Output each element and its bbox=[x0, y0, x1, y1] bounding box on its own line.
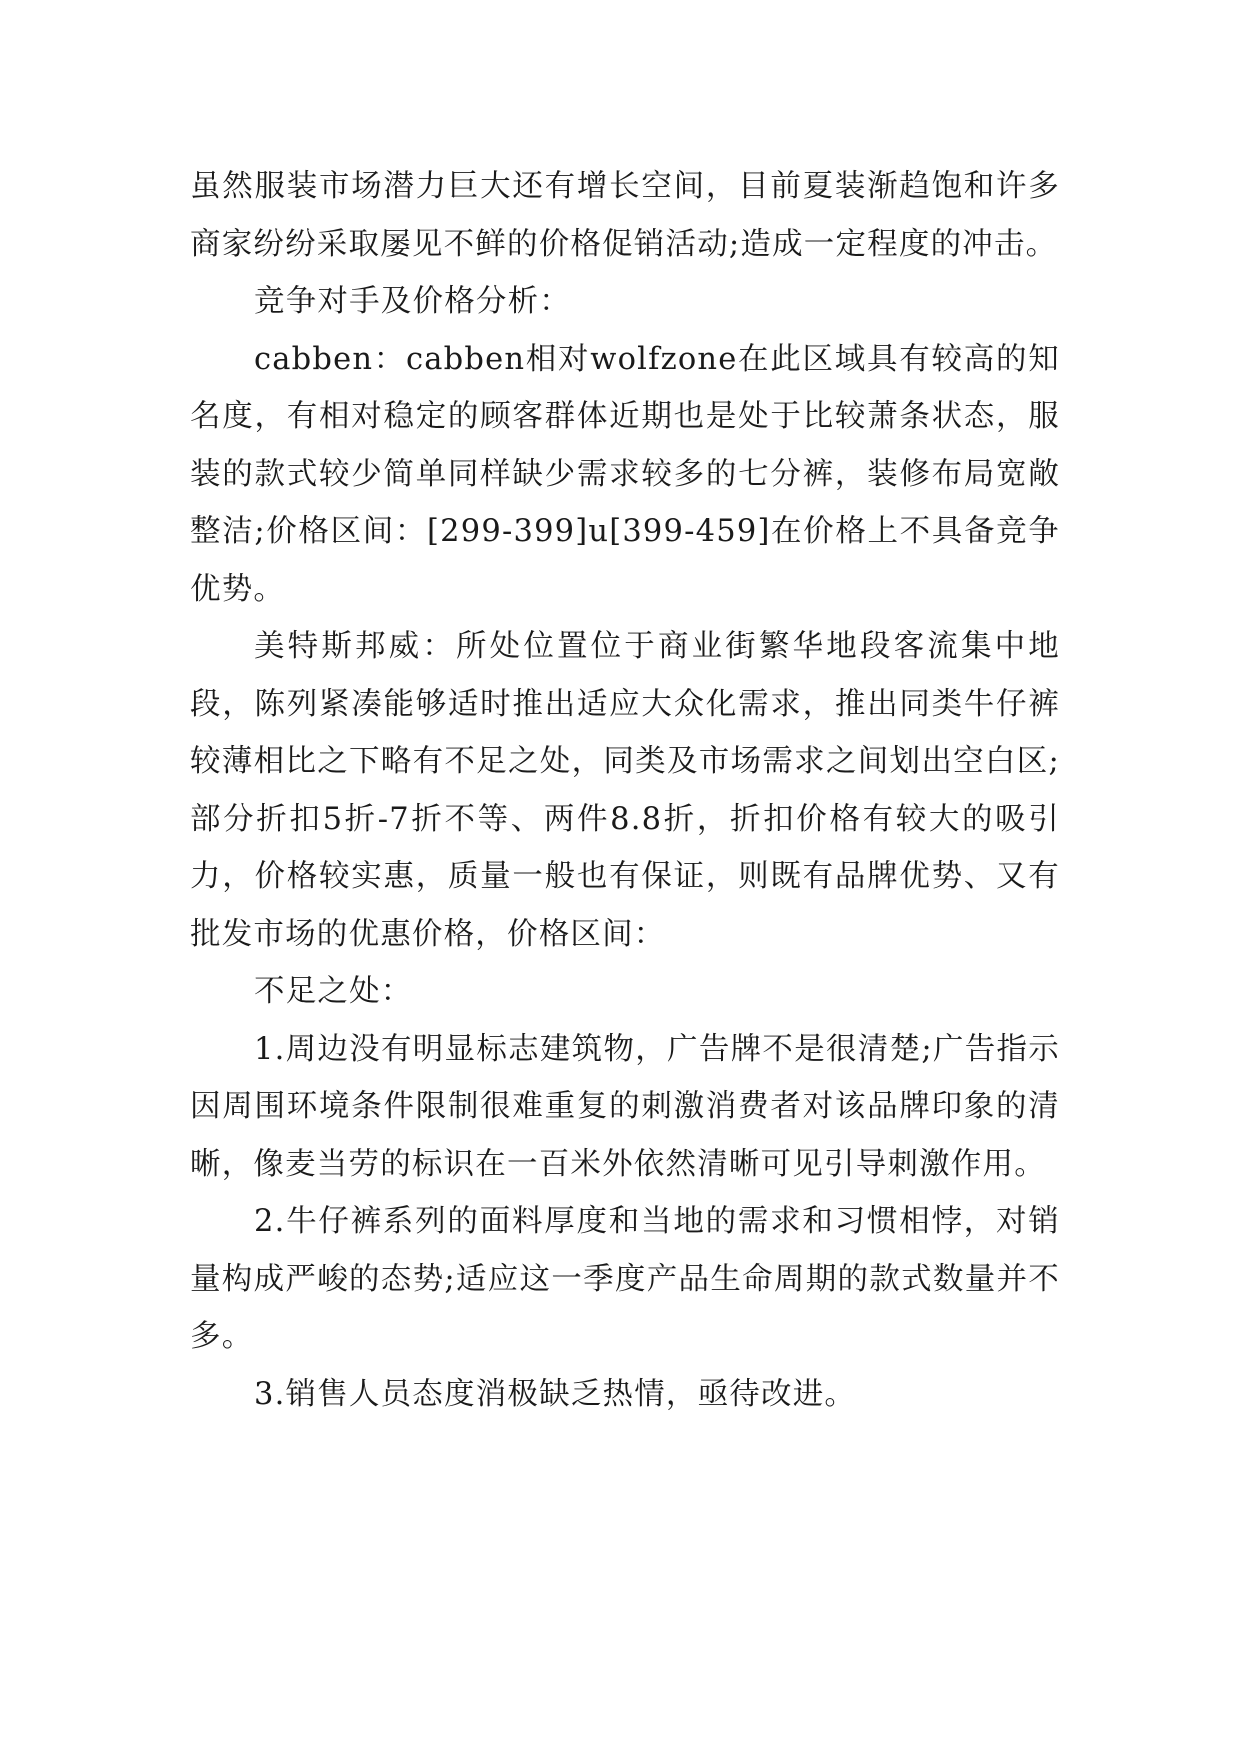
paragraph-shortcoming-3: 3.销售人员态度消极缺乏热情，亟待改进。 bbox=[254, 1376, 857, 1412]
paragraph-market-saturation: 虽然服装市场潜力巨大还有增长空间，目前夏装渐趋饱和许多商家纷纷采取屡见不鲜的价格促销活动;造成一定程度的冲击。 bbox=[190, 169, 1060, 262]
paragraph-shortcomings-heading: 不足之处： bbox=[254, 974, 413, 1009]
paragraph-metersbonwe: 美特斯邦威：所处位置位于商业街繁华地段客流集中地段，陈列紧凑能够适时推出适应大众化需求，推出同类牛仔裤较薄相比之下略有不足之处，同类及市场需求之间划出空白区;部分折扣5折-7折不等、两件8.8折，折扣价格有较大的吸引力，价格较实惠，质量一般也有保证，则既有品牌优势、又有批发市场的优惠价格，价格区间： bbox=[190, 629, 1060, 952]
paragraph-competitor-heading: 竞争对手及价格分析： bbox=[254, 284, 571, 319]
paragraph-cabben: cabben：cabben相对wolfzone在此区域具有较高的知名度，有相对稳定的顾客群体近期也是处于比较萧条状态，服装的款式较少简单同样缺少需求较多的七分裤，装修布局宽敞整洁;价格区间：[299-399]u[399-459]在价格上不具备竞争优势。 bbox=[190, 341, 1060, 607]
paragraph-shortcoming-1: 1.周边没有明显标志建筑物，广告牌不是很清楚;广告指示因周围环境条件限制很难重复的刺激消费者对该品牌印象的清晰，像麦当劳的标识在一百米外依然清晰可见引导刺激作用。 bbox=[190, 1031, 1060, 1182]
document-body bbox=[190, 158, 1060, 1423]
paragraph-shortcoming-2: 2.牛仔裤系列的面料厚度和当地的需求和习惯相悖，对销量构成严峻的态势;适应这一季度产品生命周期的款式数量并不多。 bbox=[190, 1204, 1060, 1354]
